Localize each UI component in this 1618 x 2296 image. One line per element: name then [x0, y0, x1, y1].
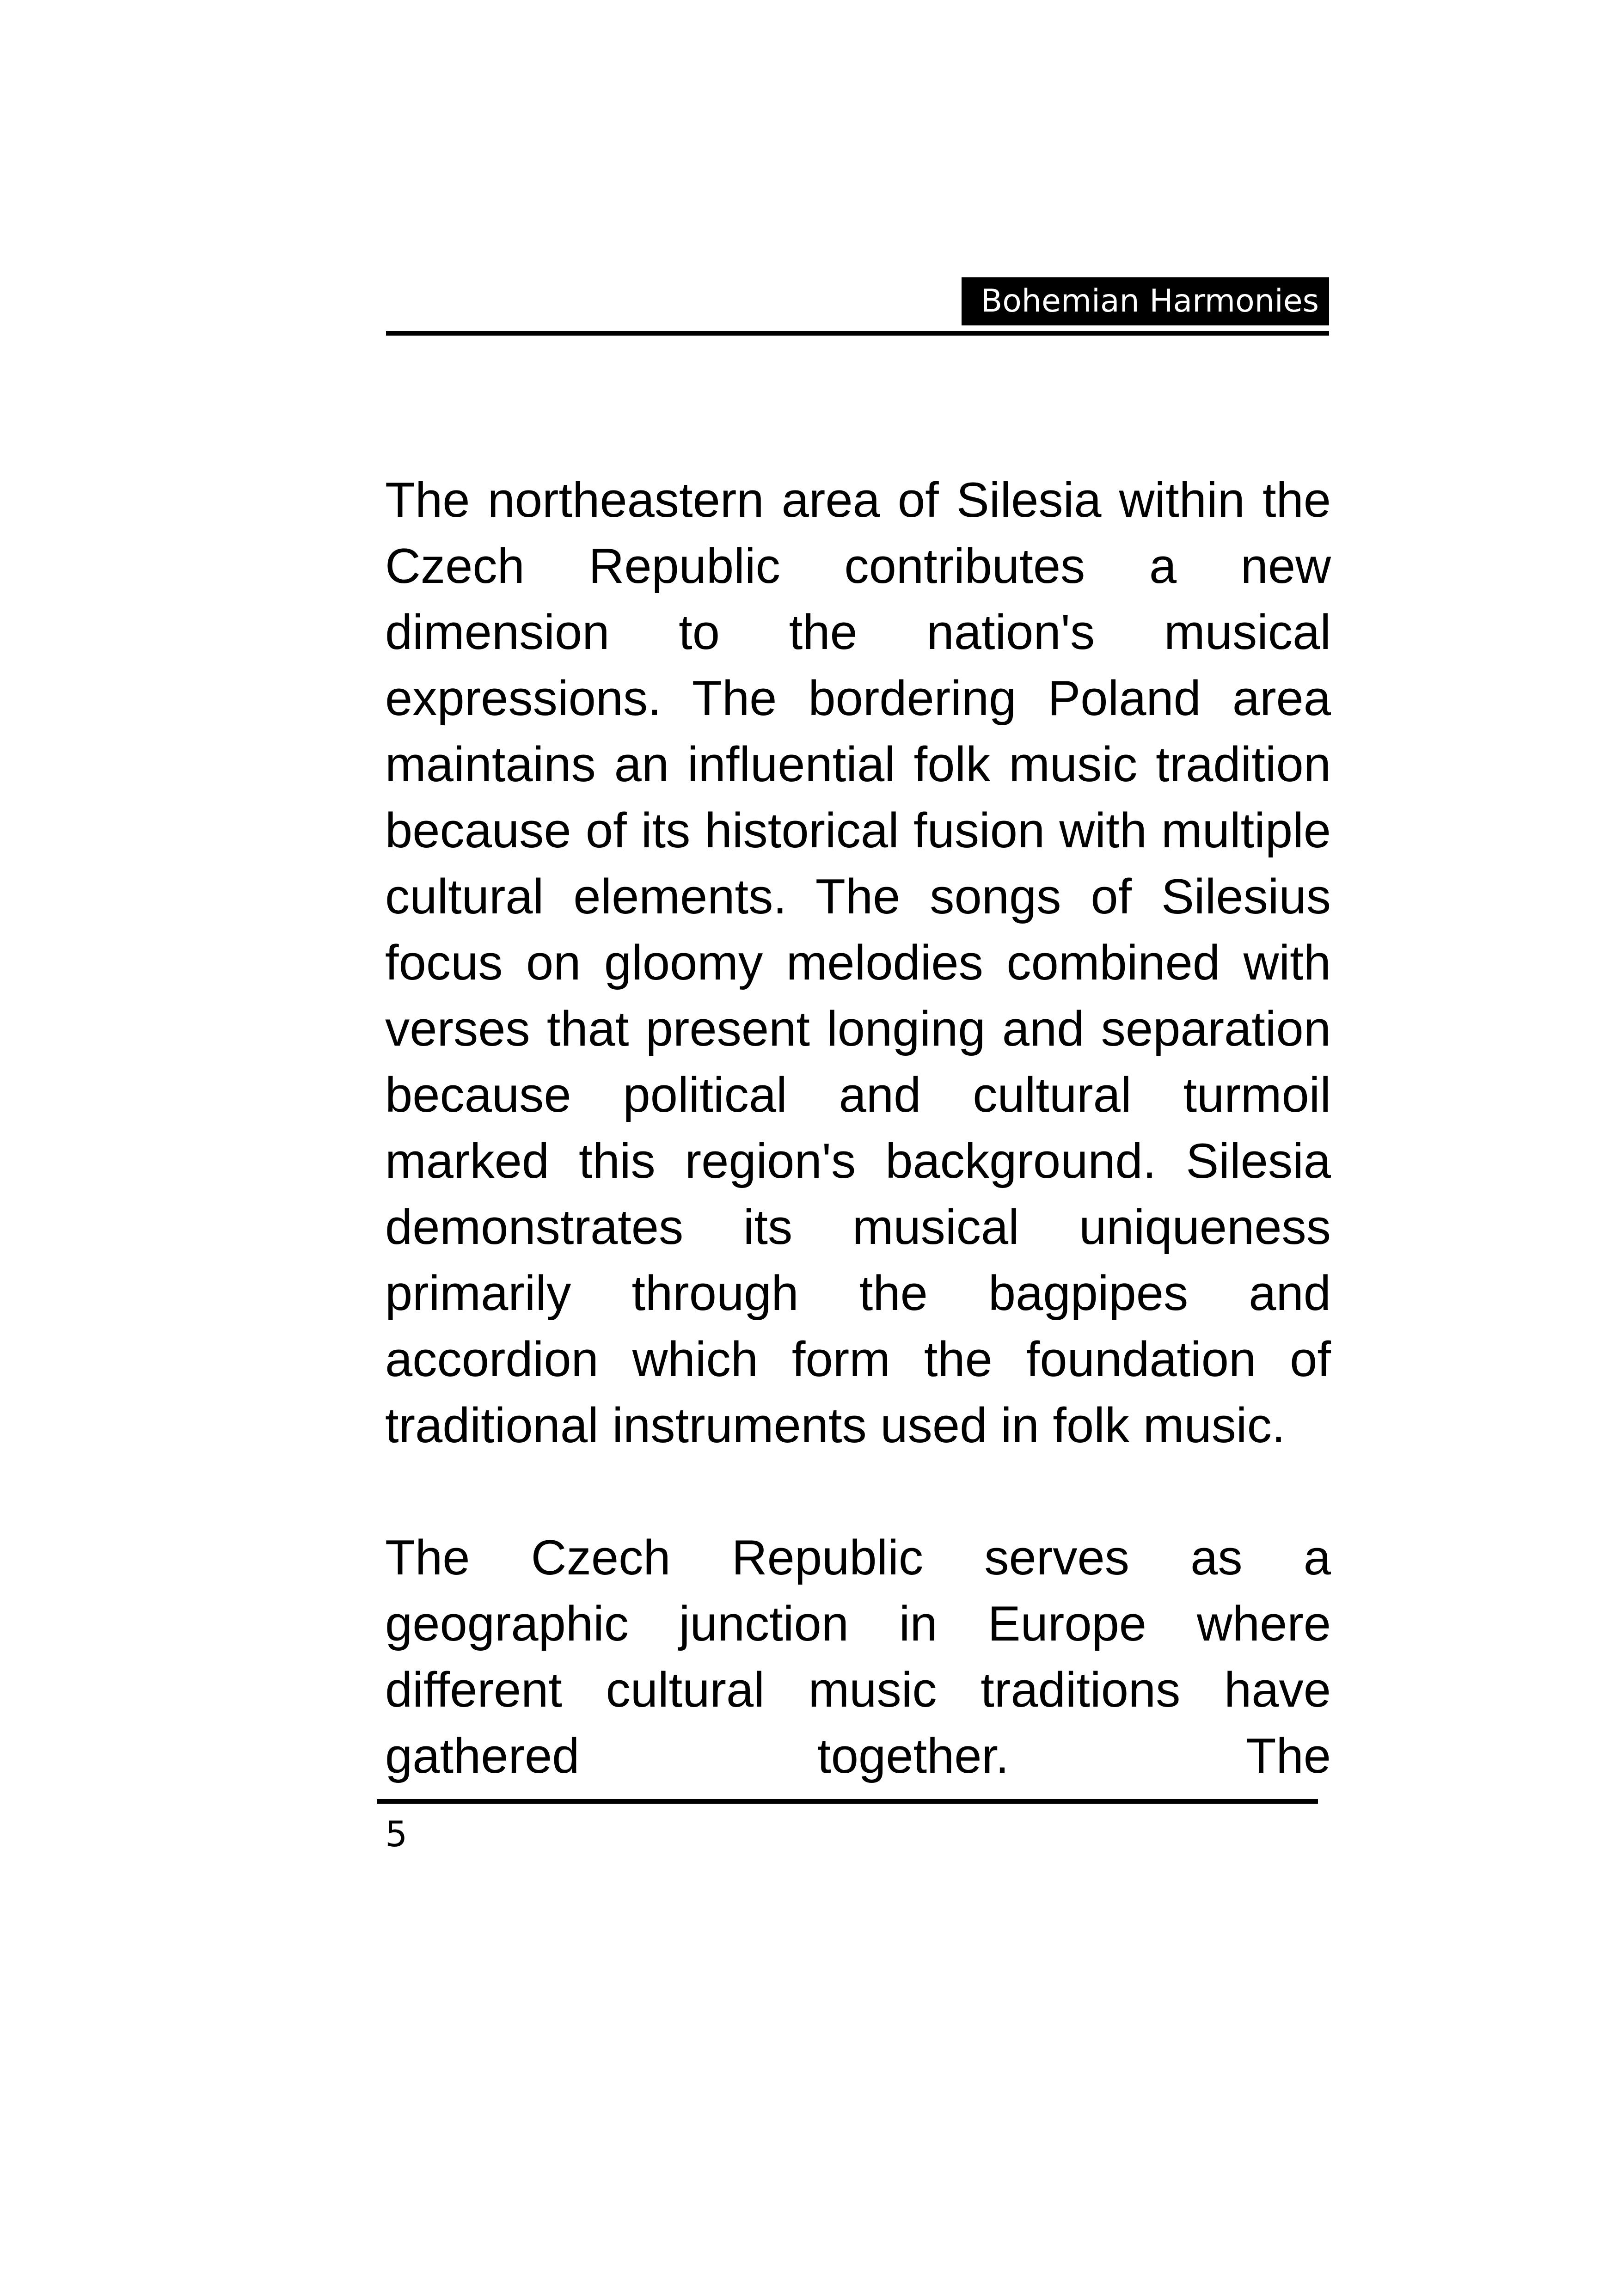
body-text: [385, 467, 1331, 1458]
running-title: Bohemian Harmonies: [962, 277, 1329, 325]
paragraph-2: The Czech Republic serves as a geographic junction in Europe where different cultural music traditions have gathered together. The: [385, 1530, 1331, 1783]
footer-rule: [377, 1799, 1318, 1804]
running-header: [386, 277, 1329, 337]
paragraph-1: The northeastern area of Silesia within the Czech Republic contributes a new dimension to the nation's musical expressions. The bordering Poland area maintains an influential folk music tradition because of its historical fusion with multiple cultural elements. The songs of Silesius focus on gloomy melodies combined with verses that present longing and separation because political and cultural turmoil marked this region's background. Silesia demonstrates its musical uniqueness primarily through the bagpipes and accordion which form the foundation of traditional instruments used in folk music.: [385, 472, 1331, 1453]
header-rule: [386, 331, 1329, 336]
page-number: 5: [385, 1813, 408, 1855]
